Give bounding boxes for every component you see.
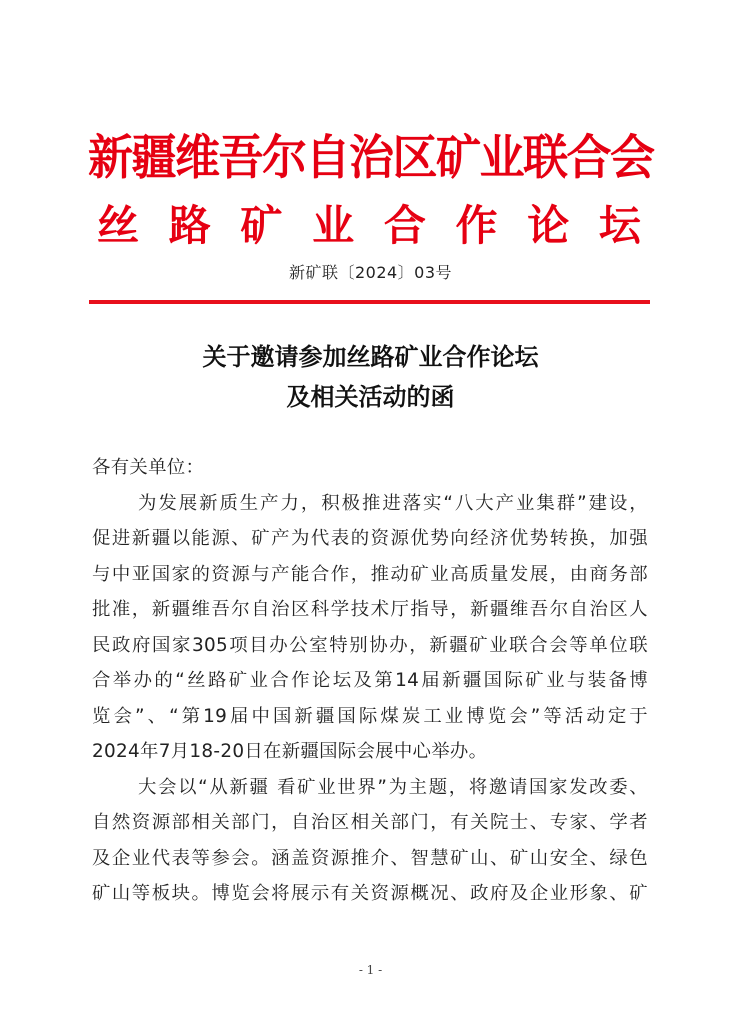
paragraph-line: 2024年7月18-20日在新疆国际会展中心举办。	[92, 741, 488, 762]
letter-subject	[0, 337, 741, 417]
letter-body	[92, 450, 648, 912]
paragraph-2	[92, 770, 648, 912]
paragraph-line: 览会”、“第19届中国新疆国际煤炭工业博览会”等活动定于	[92, 705, 648, 727]
forum-char: 作	[455, 201, 498, 250]
forum-char: 合	[383, 201, 426, 250]
paragraph-line: 与中亚国家的资源与产能合作，推动矿业高质量发展，由商务部	[92, 563, 648, 585]
page-number: - 1 -	[358, 963, 383, 977]
forum-char: 路	[168, 201, 211, 250]
subject-line-2: 及相关活动的函	[286, 382, 455, 411]
paragraph-line: 批准，新疆维吾尔自治区科学技术厅指导，新疆维吾尔自治区人	[92, 599, 648, 620]
forum-char: 论	[527, 201, 570, 250]
subject-line-1: 关于邀请参加丝路矿业合作论坛	[202, 342, 539, 371]
organization-header: 新疆维吾尔自治区矿业联合会	[88, 129, 653, 186]
forum-char: 坛	[598, 201, 641, 250]
paragraph-line: 民政府国家305项目办公室特别协办，新疆矿业联合会等单位联	[92, 634, 648, 656]
paragraph-1	[92, 486, 648, 770]
red-header-divider	[89, 300, 650, 304]
forum-char: 业	[312, 201, 355, 250]
paragraph-line: 自然资源部相关部门，自治区相关部门，有关院士、专家、学者	[92, 812, 648, 833]
salutation: 各有关单位：	[92, 457, 205, 478]
paragraph-line: 及企业代表等参会。涵盖资源推介、智慧矿山、矿山安全、绿色	[92, 847, 648, 869]
paragraph-line: 合举办的“丝路矿业合作论坛及第14届新疆国际矿业与装备博	[92, 670, 648, 691]
paragraph-line: 促进新疆以能源、矿产为代表的资源优势向经济优势转换，加强	[92, 528, 648, 549]
paragraph-line: 为发展新质生产力，积极推进落实“八大产业集群”建设，	[138, 492, 648, 514]
paragraph-line: 大会以“从新疆 看矿业世界”为主题，将邀请国家发改委、	[138, 776, 648, 798]
paragraph-line: 矿山等板块。博览会将展示有关资源概况、政府及企业形象、矿	[92, 883, 648, 904]
document-number: 新矿联〔2024〕03号	[288, 263, 453, 282]
forum-header	[97, 198, 641, 254]
forum-char: 丝	[97, 201, 140, 250]
forum-char: 矿	[240, 201, 283, 250]
